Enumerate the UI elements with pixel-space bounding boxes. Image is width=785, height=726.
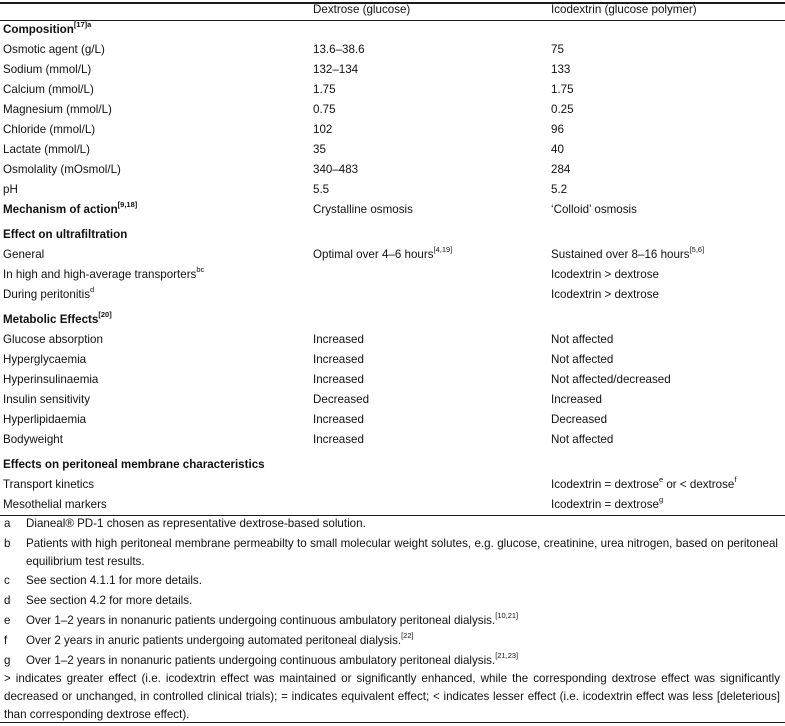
header-icodextrin: Icodextrin (glucose polymer) [551, 3, 697, 16]
table-row: General Optimal over 4–6 hours[4,19] Sustained over 8–16 hours[5,6] [3, 245, 705, 261]
table-row: Calcium (mmol/L) 1.75 1.75 [3, 83, 574, 96]
drug-comparison-table: Dextrose (glucose) Icodextrin (glucose polymer) Composition$^{[17]a}$ Osmotic agent (g/L) 13.6–38.6 75 Sodium (mmol/L) 132–134 133 Calcium (mmol/L) 1.75 1.75 Magnesium (mmol/L) 0.75 0.25 Chloride (mmol/L) 102 96 Lactate (mmol/L) 35 40 Osmolality (mOsmol/L) 340–483 284 pH 5.5 5.2 Mechanism of action[9,18] Crystalline osmosis ‘Colloid’ osmosis Effect on ultrafiltration General Optimal over 4–6 hours[4,19] Sustained over 8–16 hours[5,6] In high and high-average transporters$^{bc}$ Icodextrin > dextrose During peritonitis$^d$ Icodextrin > dextrose Metabolic Effects[20] Glucose absorption Increased Not affected Hyperglycaemia Increased Not affected Hyperinsulinaemia Increased Not affected/decreased Insulin sensitivity Decreased Increased Hyperlipidaemia Increased Decreased Bodyweight Increased Not affected Effects on peritoneal membrane characteristics Transport kinetics Icodextrin = dextrose$^e$ or < dextrose$^f$ Mesothelial markers Icodextrin = dextrose$^g$ a Dianeal® PD-1 chosen as representative dextrose-based solution. b Patients with high peritoneal membrane permeabilty to small molecular weight solutes, e.g. glucose, creatinine, urea nitrogen, based on peritoneal equilibrium test results. c See section 4.1.1 for more details. d See section 4.2 for more details. e Over 1–2 years in nonanuric patients undergoing continuous ambulatory peritoneal dialysis.[10,21] f Over 2 years in anuric patients undergoing automated peritoneal dialysis.[22] g Over 1–2 years in nonanuric patients undergoing continuous ambulatory peritoneal dialysis.[21,23] > indicates greater effect (i.e. icodextrin effect was maintained or significantly enhanced, while the corresponding dextrose effect was significantly decreased or unchanged, in controlled clinical trials); = indicates equivalent effect; < indicates lesser effect (i.e. icodextrin effect was less [deleterious] than corresponding dextrose effect). [0, 0, 785, 726]
table-row: Insulin sensitivity Decreased Increased [3, 393, 602, 406]
table-row: Magnesium (mmol/L) 0.75 0.25 [3, 103, 574, 116]
table-row: Bodyweight Increased Not affected [3, 433, 614, 446]
table-row: Sodium (mmol/L) 132–134 133 [3, 63, 571, 76]
table-row: Osmolality (mOsmol/L) 340–483 284 [3, 163, 571, 176]
section-title: Mechanism of action[9,18] [3, 200, 138, 216]
section-peritoneal: Effects on peritoneal membrane characteristics [3, 458, 265, 471]
table-row: Chloride (mmol/L) 102 96 [3, 123, 564, 136]
section-title: Metabolic Effects[20] [3, 310, 112, 326]
section-composition [0, 20, 785, 40]
section-metabolic [0, 310, 785, 330]
table-row: Transport kinetics Icodextrin = dextrose$^e$ or < dextrose$^f$ [3, 475, 737, 491]
table-row: Hyperglycaemia Increased Not affected [3, 353, 614, 366]
table-row: Osmotic agent (g/L) 13.6–38.6 75 [3, 43, 564, 56]
table-row: Lactate (mmol/L) 35 40 [3, 143, 564, 156]
table-row: Mesothelial markers Icodextrin = dextrose$^g$ [3, 495, 664, 511]
table-notes: > indicates greater effect (i.e. icodextrin effect was maintained or significantly enhanced, while the corresponding dextrose effect was significantly decreased or unchanged, in controlled clinical trials); = indicates equivalent effect; < indicates lesser effect (i.e. icodextrin effect was less [deleterious] than corresponding dextrose effect). [4, 672, 780, 721]
table-row: During peritonitis$^d$ Icodextrin > dextrose [3, 285, 659, 301]
table-row: In high and high-average transporters$^{bc}$ Icodextrin > dextrose [3, 265, 659, 281]
table-row: Glucose absorption Increased Not affected [3, 333, 614, 346]
table-row: Hyperinsulinaemia Increased Not affected/decreased [3, 373, 671, 386]
table-row: pH 5.5 5.2 [3, 183, 568, 196]
section-ultrafiltration: Effect on ultrafiltration [3, 228, 128, 241]
section-title: Composition$^{[17]a}$ [3, 20, 92, 36]
table-bottom-rule [0, 722, 785, 723]
header-dextrose: Dextrose (glucose) [313, 3, 411, 16]
table-row: Hyperlipidaemia Increased Decreased [3, 413, 608, 426]
table-header-row [0, 0, 785, 20]
section-mechanism: Mechanism of action[9,18] Crystalline osmosis ‘Colloid’ osmosis [0, 200, 785, 220]
